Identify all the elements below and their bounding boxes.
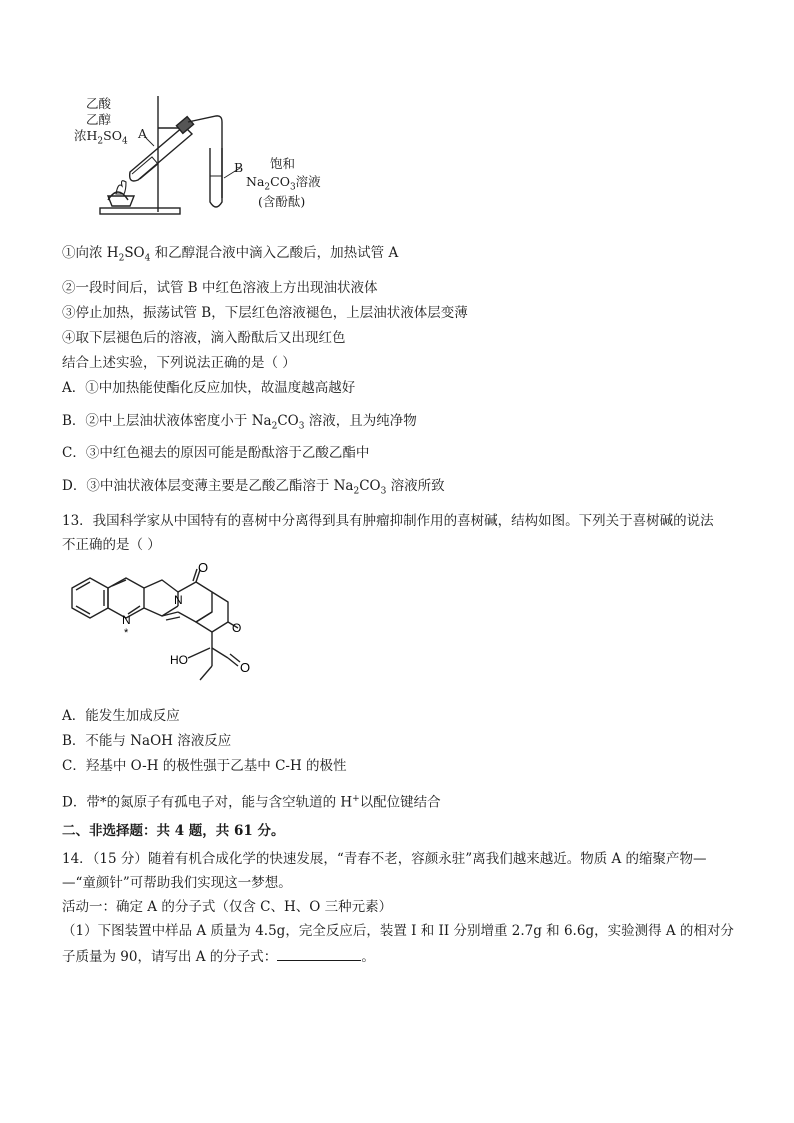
atom-o-carbonyl-top: O	[198, 562, 209, 575]
q12-option-b[interactable]: B．②中上层油状液体密度小于 $Na_2CO_3$ 溶液，且为纯净物	[62, 413, 417, 432]
q13-stem-line2: 不正确的是（ ）	[62, 537, 161, 553]
group-hydroxyl: HO	[170, 653, 188, 667]
q14-line-1: 14．（15 分）随着有机合成化学的快速发展，“青春不老，容颜永驻”离我们越来越近。物质 A 的缩聚产物—	[62, 851, 707, 867]
q14-activity-1: 活动一：确定 A 的分子式（仅含 C、H、O 三种元素）	[62, 899, 393, 915]
q13-option-b[interactable]: B．不能与 NaOH 溶液反应	[62, 733, 232, 749]
apparatus-drawing	[60, 88, 350, 223]
atom-o-ring: O	[232, 621, 242, 635]
step-1: ①向浓 $H_2SO_4$ 和乙醇混合液中滴入乙酸后，加热试管 A	[62, 245, 399, 264]
label-tube-a: A	[138, 126, 148, 141]
q14-part-1-line-2: 子质量为 90，请写出 A 的分子式： 。	[62, 946, 375, 966]
q12-option-c[interactable]: C．③中红色褪去的原因可能是酚酞溶于乙酸乙酯中	[62, 445, 370, 461]
reagent-acetic-acid: 乙酸	[86, 96, 112, 111]
q13-option-a[interactable]: A．能发生加成反应	[62, 708, 180, 724]
label-tube-b: B	[234, 160, 244, 175]
step-3: ③停止加热，振荡试管 B，下层红色溶液褪色，上层油状液体层变薄	[62, 305, 468, 321]
q14-part-1-line-1: （1）下图装置中样品 A 质量为 4.5g，完全反应后，装置 I 和 II 分别增重 2.7g 和 6.6g，实验测得 A 的相对分	[62, 923, 734, 939]
reagent-ethanol: 乙醇	[86, 112, 112, 127]
section-2-title: 二、非选择题：共 4 题，共 61 分。	[62, 823, 285, 839]
apparatus-figure	[60, 88, 350, 223]
q13-option-c[interactable]: C．羟基中 O-H 的极性强于乙基中 C-H 的极性	[62, 758, 347, 774]
q13-stem-line1: 13．我国科学家从中国特有的喜树中分离得到具有肿瘤抑制作用的喜树碱，结构如图。下列关于喜树碱的说法	[62, 513, 714, 529]
receiver-phenolphthalein: (含酚酞)	[258, 194, 306, 209]
step-2: ②一段时间后，试管 B 中红色溶液上方出现油状液体	[62, 280, 378, 296]
q13-option-d[interactable]: D．带*的氮原子有孤电子对，能与含空轨道的 H+以配位键结合	[62, 794, 441, 811]
step-4: ④取下层褪色后的溶液，滴入酚酞后又出现红色	[62, 330, 346, 346]
atom-n-starred: N	[122, 613, 131, 627]
atom-n-ring: N	[174, 593, 183, 607]
receiver-sodium-carbonate: $Na_2CO_3$溶液	[246, 174, 321, 193]
q12-option-a[interactable]: A．①中加热能使酯化反应加快，故温度越高越好	[62, 380, 356, 396]
q12-option-d[interactable]: D．③中油状液体层变薄主要是乙酸乙酯溶于 $Na_2CO_3$ 溶液所致	[62, 478, 445, 497]
atom-o-lactone: O	[240, 660, 251, 675]
answer-blank[interactable]	[277, 946, 361, 961]
q14-line-2: —“童颜针”可帮助我们实现这一梦想。	[62, 875, 292, 891]
reagent-sulfuric-acid: 浓$H_2SO_4$	[74, 128, 128, 147]
star-marker: *	[124, 627, 129, 639]
receiver-saturated: 饱和	[270, 156, 296, 171]
q12-stem: 结合上述实验，下列说法正确的是（ ）	[62, 355, 296, 371]
camptothecin-structure	[62, 562, 262, 694]
